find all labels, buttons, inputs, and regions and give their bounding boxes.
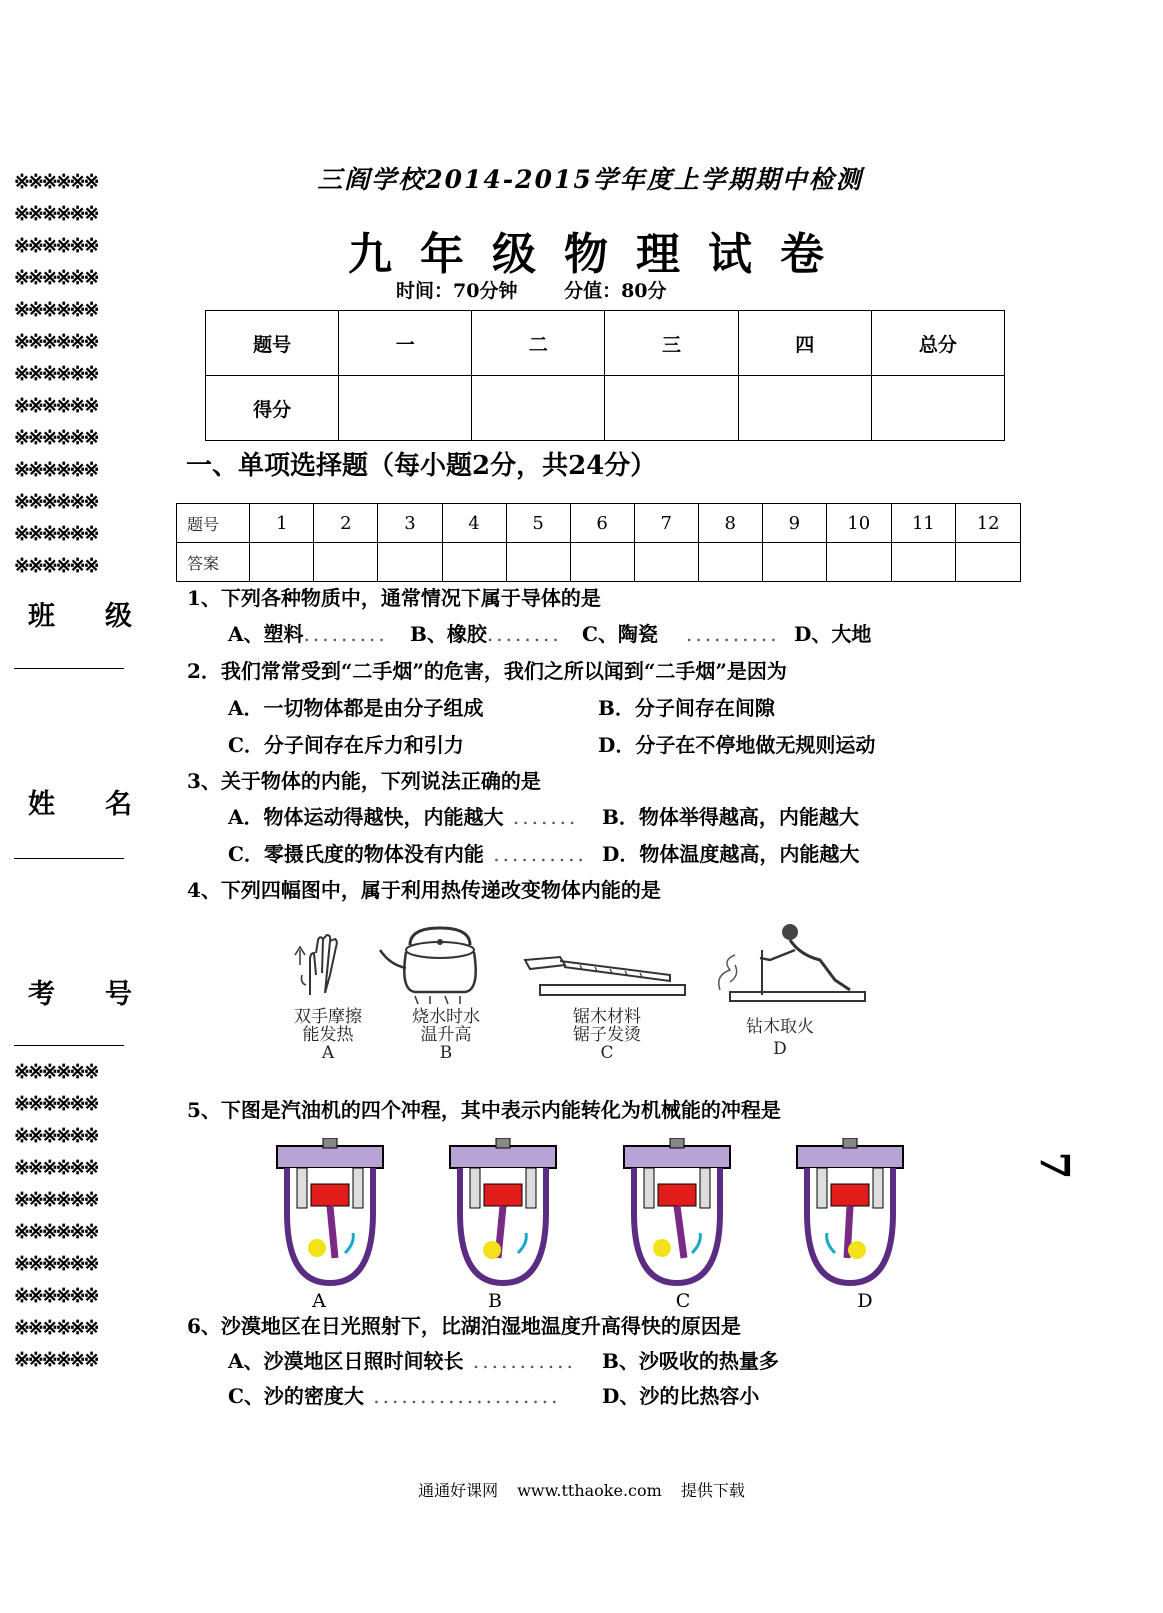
star-line: ※※※※※※ (14, 1285, 98, 1307)
leader-dots: ....... (503, 805, 579, 829)
sawing-figure (520, 935, 690, 1005)
star-line: ※※※※※※ (14, 1061, 98, 1083)
engine-stroke-d-figure (785, 1138, 915, 1288)
q2-option-c: C．分子间存在斥力和引力 (228, 733, 464, 757)
caption-line: 钻木取火 (746, 1017, 814, 1037)
answer-cell[interactable] (378, 543, 442, 582)
score-header-cell: 总分 (871, 311, 1004, 376)
q3-option-d: D．物体温度越高，内能越大 (602, 842, 860, 866)
star-line: ※※※※※※ (14, 299, 98, 321)
figure-letter: A (321, 1043, 335, 1063)
q3-option-c-text: C．零摄氏度的物体没有内能 (228, 842, 484, 866)
star-line: ※※※※※※ (14, 171, 98, 193)
score-header-cell: 二 (472, 311, 605, 376)
name-input-line[interactable] (14, 858, 124, 859)
figure-caption-b (396, 1008, 496, 1062)
q4-figures (280, 920, 900, 1070)
q3-option-c (228, 838, 587, 867)
score-cell[interactable] (472, 376, 605, 441)
engine-letter-c: C (675, 1290, 691, 1312)
answer-row-label: 题号 (177, 504, 250, 543)
score-header-cell: 四 (738, 311, 871, 376)
answer-number: 3 (378, 504, 442, 543)
footer-site: 通通好课网 (418, 1481, 499, 1500)
page-title: 九年级物理试卷 (348, 229, 852, 280)
name-label-char: 名 (105, 789, 132, 820)
answer-cell[interactable] (506, 543, 570, 582)
q1-option-a-text: A、塑料 (228, 622, 304, 646)
star-line: ※※※※※※ (14, 235, 98, 257)
leader-dots: ........ (486, 622, 562, 646)
star-line: ※※※※※※ (14, 1221, 98, 1243)
leader-dots: ........... (463, 1349, 576, 1373)
exam-score: 分值：80分 (564, 280, 667, 302)
q6-option-a (228, 1345, 576, 1374)
score-cell[interactable] (871, 376, 1004, 441)
answer-number: 4 (442, 504, 506, 543)
q2-option-a: A．一切物体都是由分子组成 (228, 696, 484, 720)
id-label-char: 考 (28, 979, 55, 1010)
answer-number: 12 (956, 504, 1021, 543)
figure-caption-d (720, 1018, 840, 1058)
figure-caption-a (278, 1008, 378, 1062)
caption-line: 烧水时水 (412, 1007, 480, 1027)
answer-number: 1 (250, 504, 314, 543)
answer-cell[interactable] (570, 543, 634, 582)
answer-number: 7 (634, 504, 698, 543)
star-line: ※※※※※※ (14, 331, 98, 353)
engine-letter-d: D (857, 1290, 873, 1312)
answer-cell[interactable] (314, 543, 378, 582)
exam-time: 时间：70分钟 (396, 280, 518, 302)
answer-number: 6 (570, 504, 634, 543)
answer-number: 2 (314, 504, 378, 543)
figure-letter: D (773, 1039, 787, 1059)
star-line: ※※※※※※ (14, 363, 98, 385)
drilling-fire-figure (700, 920, 870, 1010)
name-label-char: 姓 (28, 789, 55, 820)
q3-option-b: B．物体举得越高，内能越大 (602, 805, 859, 829)
star-line: ※※※※※※ (14, 1157, 98, 1179)
binding-stars-bottom (14, 1056, 148, 1376)
score-table (205, 310, 1005, 441)
kettle-figure (370, 920, 500, 1005)
q3-option-a (228, 801, 578, 830)
engine-letter-a: A (312, 1290, 326, 1312)
answer-number-row (177, 504, 1021, 543)
question-6-stem: 6、沙漠地区在日光照射下，比湖泊湿地温度升高得快的原因是 (187, 1314, 741, 1338)
answer-number: 9 (762, 504, 826, 543)
id-input-line[interactable] (14, 1045, 124, 1046)
answer-number: 10 (826, 504, 891, 543)
leader-dots: .......... (483, 842, 587, 866)
star-line: ※※※※※※ (14, 395, 98, 417)
answer-cell[interactable] (442, 543, 506, 582)
class-input-line[interactable] (14, 668, 124, 669)
score-header-cell: 一 (339, 311, 472, 376)
score-cell[interactable] (339, 376, 472, 441)
class-label (28, 594, 132, 633)
exam-meta (396, 276, 667, 303)
question-5-stem: 5、下图是汽油机的四个冲程，其中表示内能转化为机械能的冲程是 (187, 1098, 781, 1122)
star-line: ※※※※※※ (14, 523, 98, 545)
q6-option-b: B、沙吸收的热量多 (602, 1349, 779, 1373)
q3-option-a-text: A．物体运动得越快，内能越大 (228, 805, 504, 829)
answer-cell[interactable] (891, 543, 956, 582)
answer-number: 11 (891, 504, 956, 543)
q1-option-d: D、大地 (794, 622, 872, 646)
answer-cell[interactable] (762, 543, 826, 582)
answer-cell[interactable] (698, 543, 762, 582)
question-3-stem: 3、关于物体的内能，下列说法正确的是 (187, 769, 541, 793)
star-line: ※※※※※※ (14, 555, 98, 577)
answer-number: 8 (698, 504, 762, 543)
star-line: ※※※※※※ (14, 459, 98, 481)
star-line: ※※※※※※ (14, 1349, 98, 1371)
caption-line: 锯子发烫 (573, 1025, 641, 1045)
page-footer (0, 1478, 1163, 1501)
school-header: 三阎学校2014-2015学年度上学期期中检测 (317, 165, 863, 194)
class-label-char: 级 (105, 601, 132, 632)
leader-dots: ......... (303, 622, 388, 646)
star-line: ※※※※※※ (14, 427, 98, 449)
question-2-stem: 2．我们常常受到“二手烟”的危害，我们之所以闻到“二手烟”是因为 (187, 659, 787, 683)
star-line: ※※※※※※ (14, 491, 98, 513)
score-header-cell: 题号 (206, 311, 339, 376)
score-cell[interactable] (605, 376, 738, 441)
answer-cell[interactable] (826, 543, 891, 582)
page-side-mark: 7 (1030, 1151, 1078, 1180)
figure-letter: C (600, 1043, 614, 1063)
figure-letter: B (439, 1043, 453, 1063)
name-label (28, 782, 132, 821)
answer-cell[interactable] (250, 543, 314, 582)
answer-cell[interactable] (634, 543, 698, 582)
answer-number: 5 (506, 504, 570, 543)
q1-option-b (410, 618, 562, 647)
star-line: ※※※※※※ (14, 1189, 98, 1211)
q2-option-b: B．分子间存在间隙 (598, 696, 775, 720)
score-table-score-row (206, 376, 1005, 441)
caption-line: 温升高 (420, 1025, 472, 1045)
figure-caption-c (552, 1008, 662, 1062)
q6-option-d: D、沙的比热容小 (602, 1384, 760, 1408)
star-line: ※※※※※※ (14, 1125, 98, 1147)
q1-option-a (228, 618, 388, 647)
footer-note: 提供下载 (680, 1481, 745, 1500)
answer-cell[interactable] (956, 543, 1021, 582)
section-title: 一、单项选择题（每小题2分，共24分） (186, 451, 657, 481)
engine-letter-b: B (488, 1290, 502, 1312)
star-line: ※※※※※※ (14, 1317, 98, 1339)
star-line: ※※※※※※ (14, 267, 98, 289)
hands-rubbing-figure (280, 925, 360, 1005)
q6-option-c-text: C、沙的密度大 (228, 1384, 364, 1408)
q1-option-c (582, 618, 780, 647)
q2-option-d: D．分子在不停地做无规则运动 (598, 733, 876, 757)
id-label-char: 号 (105, 979, 132, 1010)
answer-table (176, 503, 1021, 582)
answer-label: 答案 (177, 543, 250, 582)
engine-stroke-c-figure (612, 1138, 742, 1288)
answer-fill-row (177, 543, 1021, 582)
engine-stroke-b-figure (438, 1138, 568, 1288)
caption-line: 能发热 (302, 1025, 354, 1045)
q1-option-c-text: C、陶瓷 (582, 622, 658, 646)
caption-line: 锯木材料 (573, 1007, 641, 1027)
star-line: ※※※※※※ (14, 1093, 98, 1115)
engine-stroke-a-figure (265, 1138, 395, 1288)
score-header-cell: 三 (605, 311, 738, 376)
id-label (28, 972, 132, 1011)
q1-option-b-text: B、橡胶 (410, 622, 487, 646)
score-table-header-row (206, 311, 1005, 376)
star-line: ※※※※※※ (14, 203, 98, 225)
score-row-label: 得分 (206, 376, 339, 441)
leader-dots: .......... (657, 622, 780, 646)
leader-dots: .................... (363, 1384, 561, 1408)
footer-url[interactable]: www.tthaoke.com (517, 1481, 662, 1500)
score-cell[interactable] (738, 376, 871, 441)
binding-stars-top (14, 166, 148, 582)
q6-option-c (228, 1380, 560, 1409)
q6-option-a-text: A、沙漠地区日照时间较长 (228, 1349, 464, 1373)
class-label-char: 班 (28, 601, 55, 632)
caption-line: 双手摩擦 (294, 1007, 362, 1027)
star-line: ※※※※※※ (14, 1253, 98, 1275)
question-4-stem: 4、下列四幅图中，属于利用热传递改变物体内能的是 (187, 878, 661, 902)
question-1-stem: 1、下列各种物质中，通常情况下属于导体的是 (187, 586, 601, 610)
